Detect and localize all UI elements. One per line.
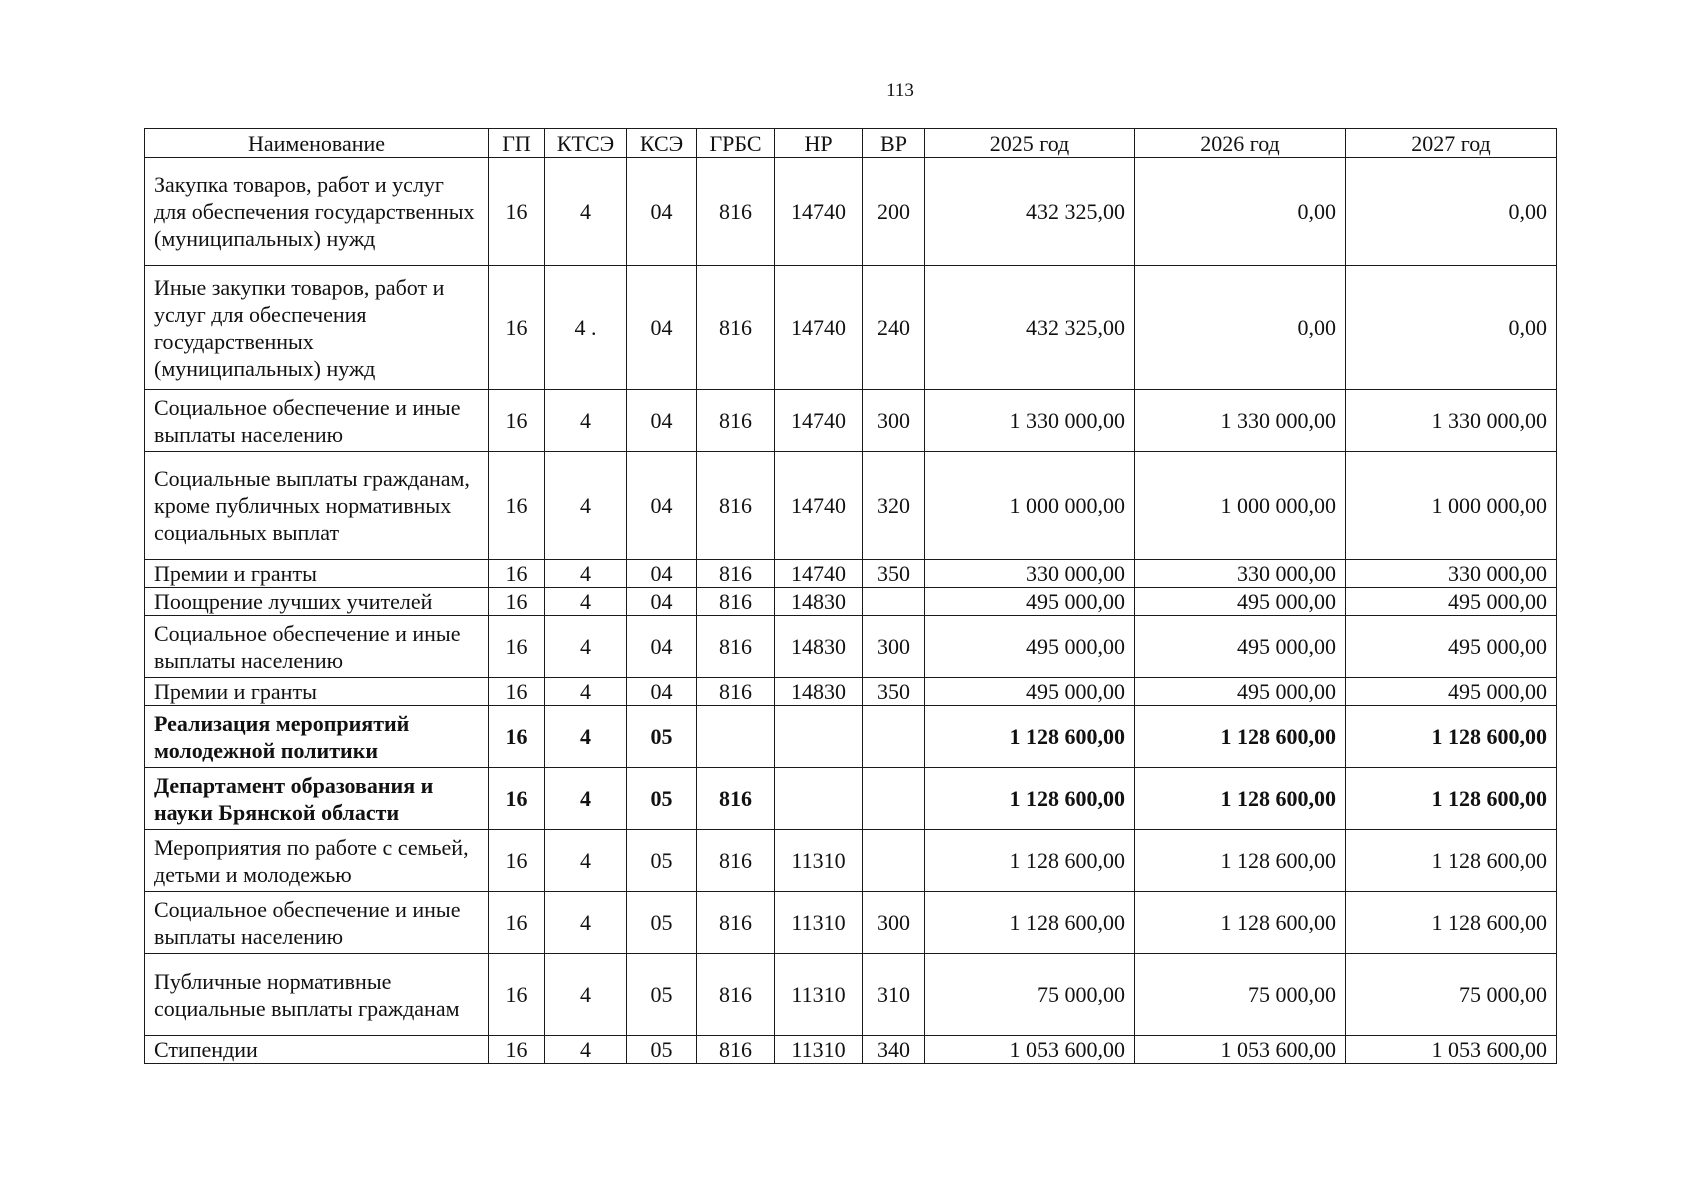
cell-2026: 495 000,00 xyxy=(1135,616,1346,678)
cell-2025: 495 000,00 xyxy=(925,588,1135,616)
cell-2025: 1 000 000,00 xyxy=(925,452,1135,560)
table-row xyxy=(145,892,1557,954)
cell-2027: 1 000 000,00 xyxy=(1346,452,1557,560)
table-row xyxy=(145,954,1557,1036)
cell-2026: 0,00 xyxy=(1135,266,1346,390)
cell-grbs: 816 xyxy=(697,954,775,1036)
cell-name: Закупка товаров, работ и услуг для обеспечения государственных (муниципальных) нужд xyxy=(145,158,489,266)
cell-grbs: 816 xyxy=(697,452,775,560)
cell-ktse: 4 xyxy=(545,588,627,616)
header-gp: ГП xyxy=(489,129,545,158)
cell-vr: 350 xyxy=(863,678,925,706)
header-grbs: ГРБС xyxy=(697,129,775,158)
cell-grbs: 816 xyxy=(697,830,775,892)
cell-vr: 320 xyxy=(863,452,925,560)
cell-grbs: 816 xyxy=(697,266,775,390)
cell-2027: 1 128 600,00 xyxy=(1346,892,1557,954)
cell-gp: 16 xyxy=(489,678,545,706)
cell-vr xyxy=(863,706,925,768)
cell-grbs: 816 xyxy=(697,678,775,706)
cell-vr: 310 xyxy=(863,954,925,1036)
table-row xyxy=(145,830,1557,892)
cell-name: Реализация мероприятий молодежной политики xyxy=(145,706,489,768)
cell-2027: 1 128 600,00 xyxy=(1346,706,1557,768)
cell-ktse: 4 xyxy=(545,892,627,954)
cell-name: Стипендии xyxy=(145,1036,489,1064)
cell-2027: 0,00 xyxy=(1346,158,1557,266)
cell-nr: 14740 xyxy=(775,266,863,390)
cell-kse: 04 xyxy=(627,452,697,560)
cell-ktse: 4 xyxy=(545,768,627,830)
table-row xyxy=(145,452,1557,560)
cell-kse: 05 xyxy=(627,706,697,768)
cell-2025: 1 128 600,00 xyxy=(925,892,1135,954)
page-number: 113 xyxy=(886,80,914,101)
cell-2025: 1 330 000,00 xyxy=(925,390,1135,452)
cell-name: Премии и гранты xyxy=(145,560,489,588)
cell-vr: 300 xyxy=(863,892,925,954)
cell-2026: 495 000,00 xyxy=(1135,588,1346,616)
cell-2027: 495 000,00 xyxy=(1346,616,1557,678)
cell-nr: 14830 xyxy=(775,588,863,616)
cell-gp: 16 xyxy=(489,706,545,768)
cell-kse: 04 xyxy=(627,158,697,266)
cell-vr: 200 xyxy=(863,158,925,266)
cell-kse: 04 xyxy=(627,560,697,588)
cell-name: Департамент образования и науки Брянской области xyxy=(145,768,489,830)
cell-vr: 300 xyxy=(863,390,925,452)
cell-gp: 16 xyxy=(489,266,545,390)
cell-gp: 16 xyxy=(489,390,545,452)
cell-ktse: 4 xyxy=(545,678,627,706)
cell-2026: 1 053 600,00 xyxy=(1135,1036,1346,1064)
cell-gp: 16 xyxy=(489,158,545,266)
cell-nr: 14740 xyxy=(775,158,863,266)
table-row xyxy=(145,266,1557,390)
cell-ktse: 4 xyxy=(545,706,627,768)
cell-ktse: 4 xyxy=(545,1036,627,1064)
cell-2027: 1 128 600,00 xyxy=(1346,768,1557,830)
cell-kse: 04 xyxy=(627,266,697,390)
cell-gp: 16 xyxy=(489,954,545,1036)
cell-2026: 495 000,00 xyxy=(1135,678,1346,706)
cell-2027: 1 053 600,00 xyxy=(1346,1036,1557,1064)
cell-ktse: 4 xyxy=(545,560,627,588)
cell-nr xyxy=(775,706,863,768)
cell-kse: 04 xyxy=(627,390,697,452)
cell-nr: 14830 xyxy=(775,678,863,706)
cell-grbs: 816 xyxy=(697,616,775,678)
cell-vr: 350 xyxy=(863,560,925,588)
header-nr: НР xyxy=(775,129,863,158)
cell-vr: 300 xyxy=(863,616,925,678)
cell-2025: 495 000,00 xyxy=(925,616,1135,678)
cell-kse: 05 xyxy=(627,830,697,892)
cell-kse: 05 xyxy=(627,1036,697,1064)
header-2026: 2026 год xyxy=(1135,129,1346,158)
header-ktse: КТСЭ xyxy=(545,129,627,158)
header-2027: 2027 год xyxy=(1346,129,1557,158)
table-row xyxy=(145,768,1557,830)
cell-2027: 75 000,00 xyxy=(1346,954,1557,1036)
cell-gp: 16 xyxy=(489,588,545,616)
cell-grbs: 816 xyxy=(697,560,775,588)
cell-2026: 1 128 600,00 xyxy=(1135,830,1346,892)
cell-2027: 495 000,00 xyxy=(1346,678,1557,706)
cell-nr: 14740 xyxy=(775,390,863,452)
cell-name: Социальное обеспечение и иные выплаты населению xyxy=(145,390,489,452)
cell-2027: 1 128 600,00 xyxy=(1346,830,1557,892)
cell-2026: 330 000,00 xyxy=(1135,560,1346,588)
cell-vr: 340 xyxy=(863,1036,925,1064)
cell-2026: 1 128 600,00 xyxy=(1135,892,1346,954)
cell-ktse: 4 . xyxy=(545,266,627,390)
cell-gp: 16 xyxy=(489,560,545,588)
cell-name: Социальные выплаты гражданам, кроме публичных нормативных социальных выплат xyxy=(145,452,489,560)
cell-kse: 04 xyxy=(627,678,697,706)
cell-2025: 495 000,00 xyxy=(925,678,1135,706)
table-row xyxy=(145,560,1557,588)
budget-table xyxy=(144,128,1557,1064)
cell-ktse: 4 xyxy=(545,390,627,452)
cell-nr: 11310 xyxy=(775,1036,863,1064)
cell-kse: 05 xyxy=(627,892,697,954)
cell-vr: 240 xyxy=(863,266,925,390)
cell-vr xyxy=(863,830,925,892)
cell-2025: 1 128 600,00 xyxy=(925,830,1135,892)
cell-name: Мероприятия по работе с семьей, детьми и молодежью xyxy=(145,830,489,892)
cell-name: Иные закупки товаров, работ и услуг для обеспечения государственных (муниципальных) нужд xyxy=(145,266,489,390)
cell-ktse: 4 xyxy=(545,830,627,892)
table-row xyxy=(145,678,1557,706)
cell-grbs: 816 xyxy=(697,768,775,830)
cell-gp: 16 xyxy=(489,892,545,954)
cell-grbs: 816 xyxy=(697,1036,775,1064)
cell-name: Премии и гранты xyxy=(145,678,489,706)
cell-kse: 05 xyxy=(627,954,697,1036)
cell-2025: 330 000,00 xyxy=(925,560,1135,588)
table-row xyxy=(145,706,1557,768)
header-vr: ВР xyxy=(863,129,925,158)
cell-grbs: 816 xyxy=(697,390,775,452)
table-row xyxy=(145,390,1557,452)
table-row xyxy=(145,588,1557,616)
cell-grbs: 816 xyxy=(697,158,775,266)
cell-name: Поощрение лучших учителей xyxy=(145,588,489,616)
cell-2027: 0,00 xyxy=(1346,266,1557,390)
cell-2026: 1 330 000,00 xyxy=(1135,390,1346,452)
cell-kse: 04 xyxy=(627,588,697,616)
table-row xyxy=(145,158,1557,266)
cell-gp: 16 xyxy=(489,452,545,560)
header-2025: 2025 год xyxy=(925,129,1135,158)
cell-nr xyxy=(775,768,863,830)
cell-2025: 1 053 600,00 xyxy=(925,1036,1135,1064)
cell-nr: 11310 xyxy=(775,954,863,1036)
cell-ktse: 4 xyxy=(545,452,627,560)
cell-2026: 75 000,00 xyxy=(1135,954,1346,1036)
cell-2027: 1 330 000,00 xyxy=(1346,390,1557,452)
cell-gp: 16 xyxy=(489,830,545,892)
cell-gp: 16 xyxy=(489,616,545,678)
cell-2026: 0,00 xyxy=(1135,158,1346,266)
cell-nr: 11310 xyxy=(775,830,863,892)
cell-vr xyxy=(863,588,925,616)
cell-nr: 11310 xyxy=(775,892,863,954)
cell-grbs: 816 xyxy=(697,892,775,954)
cell-kse: 05 xyxy=(627,768,697,830)
cell-grbs xyxy=(697,706,775,768)
cell-2027: 330 000,00 xyxy=(1346,560,1557,588)
cell-ktse: 4 xyxy=(545,616,627,678)
header-kse: КСЭ xyxy=(627,129,697,158)
cell-name: Социальное обеспечение и иные выплаты населению xyxy=(145,892,489,954)
cell-kse: 04 xyxy=(627,616,697,678)
cell-2027: 495 000,00 xyxy=(1346,588,1557,616)
cell-ktse: 4 xyxy=(545,158,627,266)
cell-nr: 14830 xyxy=(775,616,863,678)
cell-gp: 16 xyxy=(489,768,545,830)
cell-nr: 14740 xyxy=(775,452,863,560)
cell-vr xyxy=(863,768,925,830)
table-header-row xyxy=(145,129,1557,158)
table-row xyxy=(145,1036,1557,1064)
cell-gp: 16 xyxy=(489,1036,545,1064)
table-row xyxy=(145,616,1557,678)
cell-2025: 432 325,00 xyxy=(925,158,1135,266)
cell-2025: 432 325,00 xyxy=(925,266,1135,390)
cell-2025: 75 000,00 xyxy=(925,954,1135,1036)
cell-2026: 1 000 000,00 xyxy=(1135,452,1346,560)
cell-2026: 1 128 600,00 xyxy=(1135,768,1346,830)
cell-2025: 1 128 600,00 xyxy=(925,768,1135,830)
header-name: Наименование xyxy=(145,129,489,158)
cell-name: Публичные нормативные социальные выплаты гражданам xyxy=(145,954,489,1036)
cell-2025: 1 128 600,00 xyxy=(925,706,1135,768)
cell-grbs: 816 xyxy=(697,588,775,616)
cell-2026: 1 128 600,00 xyxy=(1135,706,1346,768)
cell-ktse: 4 xyxy=(545,954,627,1036)
cell-nr: 14740 xyxy=(775,560,863,588)
cell-name: Социальное обеспечение и иные выплаты населению xyxy=(145,616,489,678)
